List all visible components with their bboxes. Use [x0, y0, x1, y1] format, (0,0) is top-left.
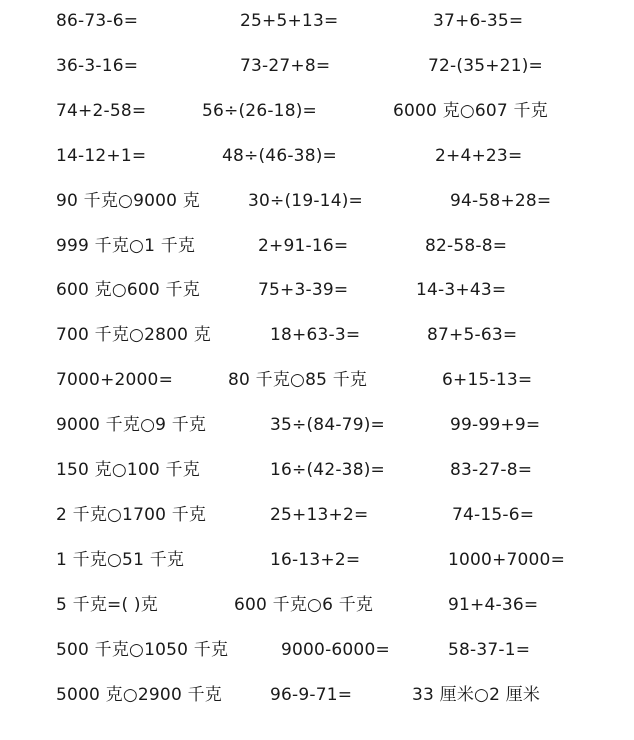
- problem-row: [0, 545, 634, 575]
- problem-col-2: 30÷(19-14)=: [248, 190, 363, 211]
- problem-col-1: 1 千克○51 千克: [56, 549, 185, 570]
- problem-row: [0, 590, 634, 620]
- problem-col-1: 36-3-16=: [56, 55, 139, 76]
- problem-col-1: 90 千克○9000 克: [56, 190, 200, 211]
- problem-col-1: 14-12+1=: [56, 145, 147, 166]
- problem-row: [0, 51, 634, 81]
- problem-col-3: 2+4+23=: [435, 145, 523, 166]
- problem-col-2: 48÷(46-38)=: [222, 145, 337, 166]
- problem-col-1: 2 千克○1700 千克: [56, 504, 207, 525]
- problem-row: [0, 6, 634, 36]
- problem-row: [0, 231, 634, 261]
- problem-col-2: 80 千克○85 千克: [228, 370, 368, 391]
- problem-col-2: 25+5+13=: [240, 11, 339, 31]
- problem-col-2: 56÷(26-18)=: [202, 100, 317, 121]
- problem-col-2: 75+3-39=: [258, 280, 349, 301]
- problem-row: [0, 320, 634, 350]
- problem-col-1: 5000 克○2900 千克: [56, 684, 222, 705]
- problem-col-2: 18+63-3=: [270, 325, 361, 346]
- problem-col-3: 6000 克○607 千克: [393, 100, 548, 121]
- problem-col-3: 6+15-13=: [442, 370, 533, 391]
- problem-col-3: 14-3+43=: [416, 280, 507, 301]
- problem-col-3: 94-58+28=: [450, 190, 552, 211]
- problem-col-3: 74-15-6=: [452, 504, 535, 525]
- problem-col-1: 999 千克○1 千克: [56, 235, 196, 256]
- problem-col-3: 1000+7000=: [448, 549, 566, 570]
- problem-col-2: 73-27+8=: [240, 55, 331, 76]
- problem-col-3: 91+4-36=: [448, 594, 539, 615]
- problem-col-1: 5 千克=( )克: [56, 594, 158, 615]
- problem-col-2: 96-9-71=: [270, 684, 353, 705]
- problem-row: [0, 500, 634, 530]
- problem-col-1: 150 克○100 千克: [56, 460, 200, 480]
- problem-col-2: 600 千克○6 千克: [234, 594, 374, 615]
- problem-row: [0, 410, 634, 440]
- problem-row: [0, 275, 634, 305]
- problem-col-3: 87+5-63=: [427, 325, 518, 346]
- problem-row: [0, 96, 634, 126]
- problem-col-2: 2+91-16=: [258, 235, 349, 256]
- problem-col-2: 9000-6000=: [281, 639, 390, 660]
- problem-col-1: 700 千克○2800 克: [56, 325, 211, 346]
- problem-col-1: 9000 千克○9 千克: [56, 415, 207, 436]
- problem-col-1: 74+2-58=: [56, 100, 147, 121]
- problem-col-3: 72-(35+21)=: [428, 55, 543, 76]
- problem-row: [0, 680, 634, 710]
- problem-col-1: 7000+2000=: [56, 370, 174, 391]
- problem-col-3: 83-27-8=: [450, 460, 533, 480]
- problem-row: [0, 635, 634, 665]
- problem-row: [0, 186, 634, 216]
- problem-col-2: 35÷(84-79)=: [270, 415, 385, 436]
- problem-col-3: 99-99+9=: [450, 415, 541, 436]
- problem-col-1: 600 克○600 千克: [56, 280, 200, 301]
- problem-col-3: 58-37-1=: [448, 639, 531, 660]
- problem-col-3: 82-58-8=: [425, 235, 508, 256]
- problem-col-1: 86-73-6=: [56, 11, 139, 31]
- problem-row: [0, 141, 634, 171]
- problem-col-3: 37+6-35=: [433, 11, 524, 31]
- problem-row: [0, 455, 634, 485]
- problem-row: [0, 365, 634, 395]
- problem-col-2: 25+13+2=: [270, 504, 369, 525]
- problem-col-2: 16÷(42-38)=: [270, 460, 385, 480]
- problem-col-3: 33 厘米○2 厘米: [412, 684, 541, 705]
- problem-col-1: 500 千克○1050 千克: [56, 639, 229, 660]
- problem-col-2: 16-13+2=: [270, 549, 361, 570]
